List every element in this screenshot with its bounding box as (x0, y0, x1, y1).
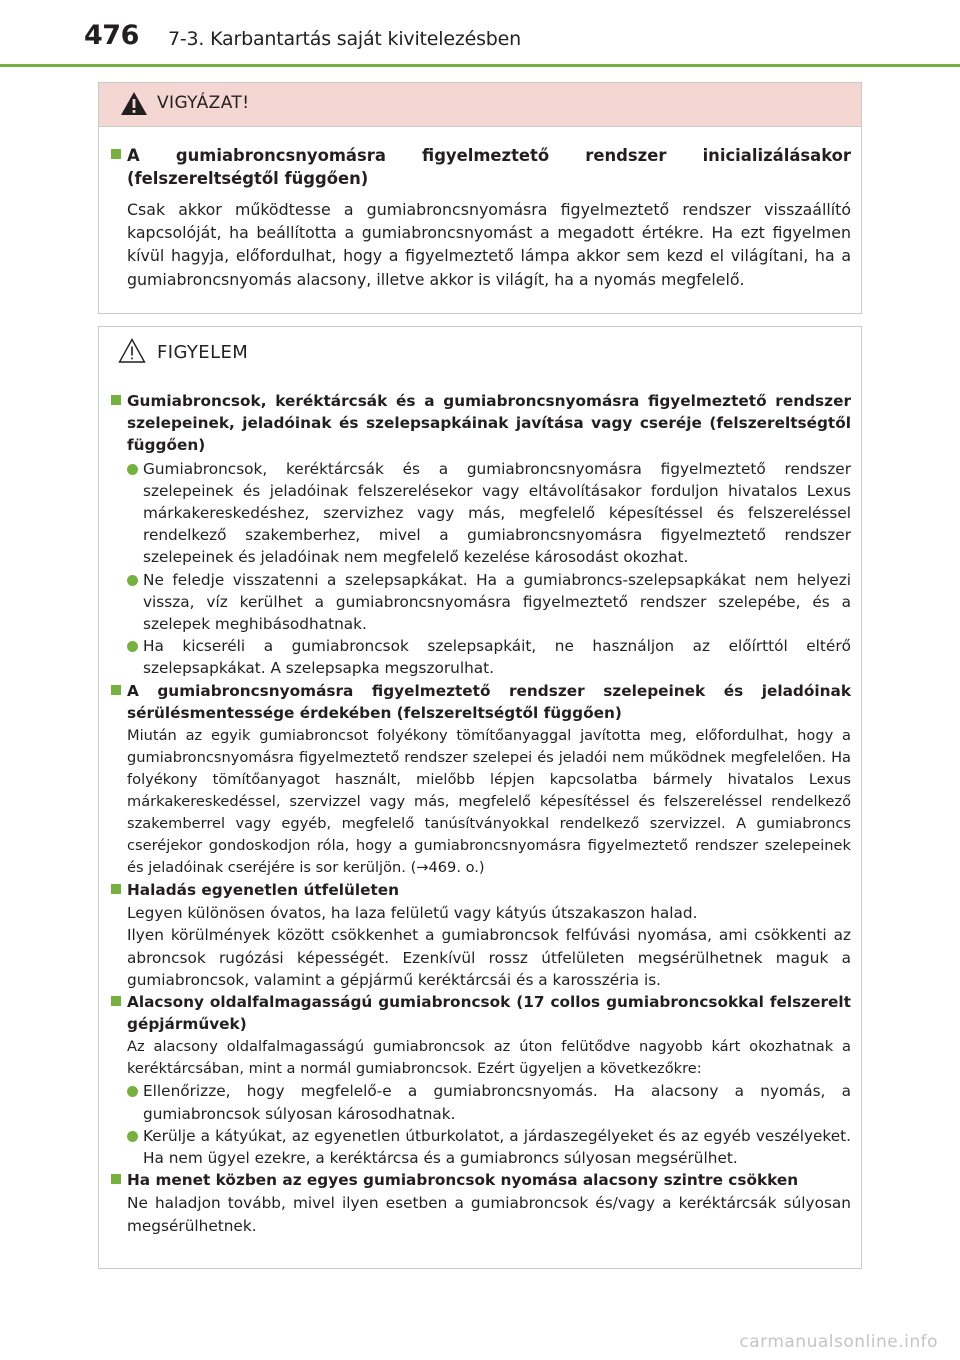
paragraph: Ilyen körülmények között csökkenhet a gumiabroncsok felfúvási nyomása, ami csökkenti az abroncsok rugózási képességét. Ezenkívül rossz útfelületen megsérülhetnek maguk a gumiabroncsok, valamint a gépjármű keréktárcsái és a karosszéria is. (127, 926, 851, 989)
section-title: 7-3. Karbantartás saját kivitelezésben (168, 28, 521, 50)
section-heading-low-profile: Alacsony oldalfalmagasságú gumiabroncsok (17 collos gumiabroncsokkal felszerelt gépjárművek) (111, 991, 851, 1035)
section-heading-pressure-drop: Ha menet közben az egyes gumiabroncsok nyomása alacsony szintre csökken (111, 1169, 851, 1191)
square-bullet-icon (111, 685, 121, 695)
paragraph: Ne haladjon tovább, mivel ilyen esetben a gumiabroncsok és/vagy a keréktárcsák súlyosan megsérülhetnek. (127, 1194, 851, 1235)
round-bullet-icon (127, 641, 138, 652)
section-heading-rough-road: Haladás egyenetlen útfelületen (111, 879, 851, 901)
paragraph: Legyen különösen óvatos, ha laza felületű vagy kátyús útszakaszon halad. (127, 904, 698, 923)
square-bullet-icon (111, 149, 121, 159)
round-bullet-icon (127, 1131, 138, 1142)
list-item: Ne feledje visszatenni a szelepsapkákat. Ha a gumiabroncs-szelepsapkákat nem helyezi vissza, víz kerülhet a gumiabroncsnyomásra figyelmeztető rendszer szelepébe, és a szelepek meghibásodhatnak. (111, 569, 851, 636)
caution-title: FIGYELEM (157, 342, 249, 363)
square-bullet-icon (111, 884, 121, 894)
warning-box-body (111, 144, 851, 291)
caution-box-header (99, 327, 861, 379)
caution-triangle-icon (117, 336, 147, 366)
caution-box (98, 326, 862, 1269)
page-header (0, 0, 960, 66)
square-bullet-icon (111, 395, 121, 405)
round-bullet-icon (127, 575, 138, 586)
caution-box-body (111, 390, 851, 1237)
list-item: Ellenőrizze, hogy megfelelő-e a gumiabroncsnyomás. Ha alacsony a nyomás, a gumiabroncsok súlyosan károsodhatnak. (111, 1080, 851, 1124)
round-bullet-icon (127, 1086, 138, 1097)
warning-title: VIGYÁZAT! (157, 93, 250, 113)
section-heading-repair: Gumiabroncsok, keréktárcsák és a gumiabroncsnyomásra figyelmeztető rendszer szelepeinek, jeladóinak és szelepsapkáinak javítása vagy cseréje (felszereltségtől függően) (111, 390, 851, 457)
list-item: Ha kicseréli a gumiabroncsok szelepsapkáit, ne használjon az előírttól eltérő szelepsapkákat. A szelepsapka megszorulhat. (111, 635, 851, 679)
header-divider (0, 64, 960, 67)
section-heading-damage: A gumiabroncsnyomásra figyelmeztető rendszer szelepeinek és jeladóinak sérülésmentessége érdekében (felszereltségtől függően) (111, 680, 851, 724)
warning-box (98, 82, 862, 314)
round-bullet-icon (127, 464, 138, 475)
square-bullet-icon (111, 1174, 121, 1184)
warning-text: Csak akkor működtesse a gumiabroncsnyomásra figyelmeztető rendszer visszaállító kapcsolóját, ha beállította a gumiabroncsnyomást a megadott értékre. Ha ezt figyelmen kívül hagyja, előfordulhat, hogy a figyelmeztető lámpa akkor sem kezd el világítani, ha a gumiabroncsnyomás alacsony, illetve akkor is világít, ha a nyomás megfelelő. (127, 200, 851, 289)
page-number: 476 (84, 20, 139, 51)
paragraph: Az alacsony oldalfalmagasságú gumiabroncsok az úton felütődve nagyobb kárt okozhatnak a keréktárcsában, mint a normál gumiabroncsok. Ezért ügyeljen a következőkre: (127, 1038, 851, 1078)
warning-heading: A gumiabroncsnyomásra figyelmeztető rendszer inicializálásakor (felszereltségtől függően) (111, 144, 851, 190)
list-item: Kerülje a kátyúkat, az egyenetlen útburkolatot, a járdaszegélyeket és az egyéb veszélyeket. Ha nem ügyel ezekre, a keréktárcsa és a gumiabroncs súlyosan megsérülhet. (111, 1125, 851, 1169)
watermark: carmanualsonline.info (739, 1332, 938, 1352)
list-item: Gumiabroncsok, keréktárcsák és a gumiabroncsnyomásra figyelmeztető rendszer szelepeinek és jeladóinak felszerelésekor vagy eltávolításakor forduljon hivatalos Lexus márkakereskedéshez, szervizhez vagy más, megfelelő képesítéssel és felszereléssel rendelkező szakemberhez, mivel a gumiabroncsnyomásra figyelmeztető rendszer szelepeinek és jeladóinak nem megfelelő kezelése károsodást okozhat. (111, 458, 851, 569)
warning-box-header (99, 83, 861, 127)
warning-triangle-icon (119, 89, 149, 119)
square-bullet-icon (111, 996, 121, 1006)
paragraph: Miután az egyik gumiabroncsot folyékony tömítőanyaggal javította meg, előfordulhat, hogy a gumiabroncsnyomásra figyelmeztető rendszer szelepei és jeladói nem működnek megfelelően. Ha folyékony tömítőanyagot használt, mielőbb lépjen kapcsolatba bármely hivatalos Lexus márkakereskedéssel, szervizzel vagy más, megfelelő képesítéssel és felszereléssel rendelkező szakemberrel vagy egyéb, megfelelő tanúsítványokkal rendelkező szervizzel. A gumiabroncs cseréjekor gondoskodjon róla, hogy a gumiabroncsnyomásra figyelmeztető rendszer szelepeinek és jeladóinak cseréjére is sor kerüljön. (→469. o.) (127, 727, 851, 877)
